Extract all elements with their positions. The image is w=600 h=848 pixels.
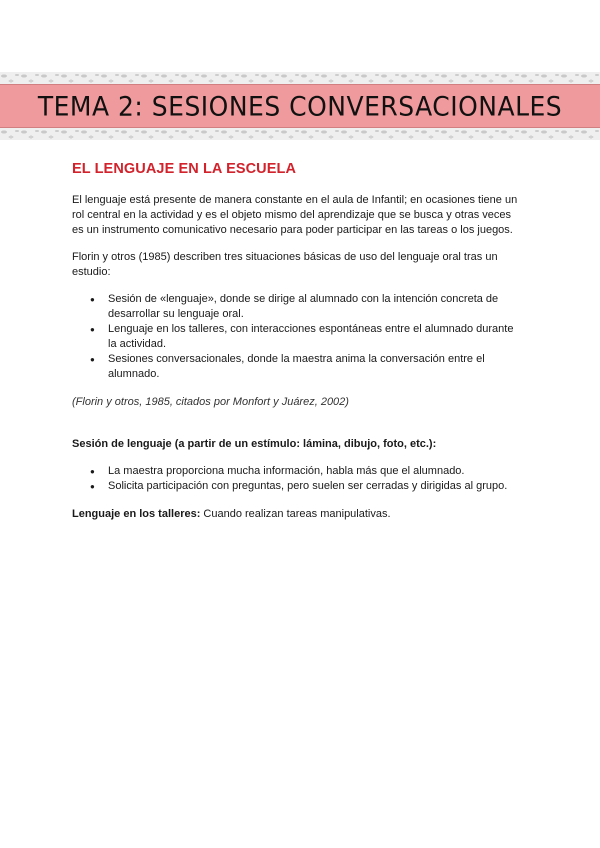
workshops-label: Lenguaje en los talleres:: [72, 508, 201, 520]
section-heading: EL LENGUAJE EN LA ESCUELA: [72, 161, 297, 177]
list-item: ● La maestra proporciona mucha información, habla más que el alumnado.: [108, 464, 524, 479]
workshops-paragraph: [72, 507, 524, 522]
decorative-pattern-bottom: [0, 128, 600, 140]
workshops-text: Cuando realizan tareas manipulativas.: [200, 508, 391, 520]
list-item: ● Solicita participación con preguntas, pero suelen ser cerradas y dirigidas al grupo.: [108, 479, 524, 494]
list-item: ● Lenguaje en los talleres, con interacciones espontáneas entre el alumnado durante la actividad.: [108, 322, 524, 352]
decorative-pattern-top: [0, 72, 600, 84]
intro-paragraph: El lenguaje está presente de manera constante en el aula de Infantil; en ocasiones tiene un rol central en la actividad y es el objeto mismo del aprendizaje que se busca y otras veces es un instrumento comunicativo necesario para poder participar en las tareas o los juegos.: [72, 194, 518, 236]
citation: (Florin y otros, 1985, citados por Monfort y Juárez, 2002): [72, 396, 349, 408]
florin-paragraph: Florin y otros (1985) describen tres situaciones básicas de uso del lenguaje oral tras un estudio:: [72, 251, 498, 278]
page-title: TEMA 2: SESIONES CONVERSACIONALES: [37, 90, 563, 122]
situations-list: [72, 292, 524, 382]
document-body: [72, 162, 524, 534]
title-banner: [0, 84, 600, 128]
session-heading: Sesión de lenguaje (a partir de un estímulo: lámina, dibujo, foto, etc.):: [72, 438, 437, 450]
list-item: ● Sesiones conversacionales, donde la maestra anima la conversación entre el alumnado.: [108, 352, 524, 382]
session-list: [72, 464, 524, 494]
list-item: ● Sesión de «lenguaje», donde se dirige al alumnado con la intención concreta de desarrollar su lenguaje oral.: [108, 292, 524, 322]
